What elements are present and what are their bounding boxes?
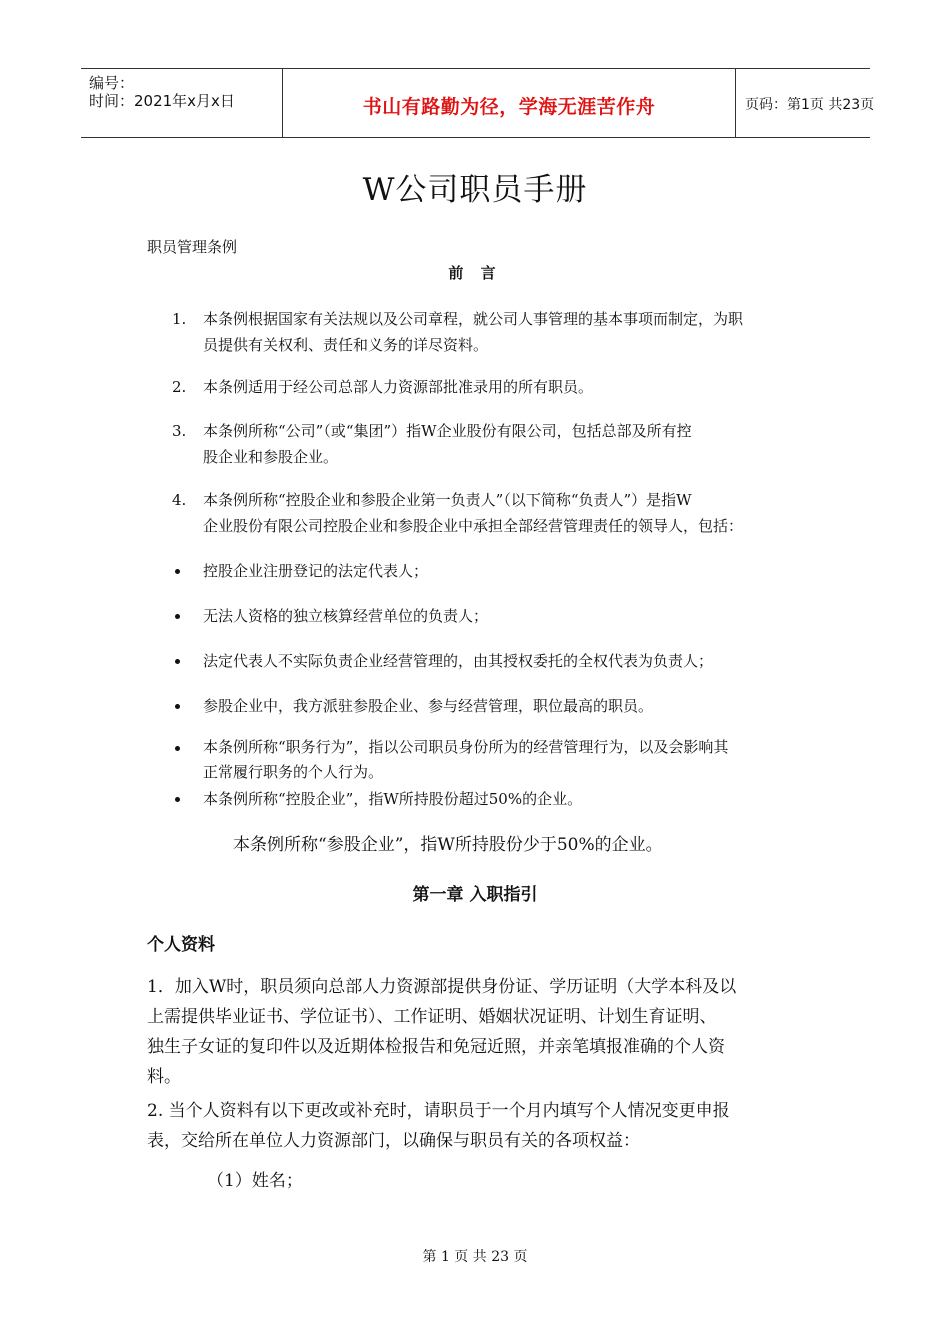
page-info: 页码：第1页 共23页 [745,97,875,113]
item-number: 1. [172,310,187,328]
bullet-item [203,558,428,584]
body-line: 上需提供毕业证书、学位证书）、工作证明、婚姻状况证明、计划生育证明、 [147,1007,717,1027]
numbered-item-line: 本条例适用于经公司总部人力资源部批准录用的所有职员。 [203,378,594,396]
chapter-heading: 第一章 入职指引 [412,885,538,905]
list-item: （1）姓名； [207,1171,303,1191]
bullet-dot [175,704,180,709]
bullet-dot [175,569,180,574]
header-cell-page [735,69,875,137]
subtitle: 职员管理条例 [147,238,238,256]
bullet-dot [175,797,180,802]
body-line: 料。 [147,1067,181,1087]
bullet-line: 控股企业注册登记的法定代表人； [203,562,429,580]
document-date: 时间：2021年x月x日 [89,92,235,110]
bullet-item [203,603,488,629]
numbered-item-line: 员提供有关权利、责任和义务的详尽资料。 [203,336,489,354]
document-number-label: 编号： [89,74,135,92]
item-number: 2. [172,378,187,396]
preface-heading: 前 言 [448,264,502,282]
numbered-item-line: 本条例所称“控股企业和参股企业第一负责人”（以下简称“负责人”）是指W [203,491,692,509]
bullet-item [203,735,728,785]
document-title: W公司职员手册 [362,172,588,208]
bullet-item [203,648,713,674]
bullet-dot [175,746,180,751]
numbered-item [203,374,593,400]
body-line: 1．加入W时，职员须向总部人力资源部提供身份证、学历证明（大学本科及以 [147,977,737,997]
bullet-line: 无法人资格的独立核算经营单位的负责人； [203,607,489,625]
standalone-paragraph: 本条例所称“参股企业”，指W所持股份少于50%的企业。 [233,835,663,855]
bullet-dot [175,614,180,619]
numbered-item [203,487,743,539]
body-paragraph [147,972,736,1092]
body-line: 表，交给所在单位人力资源部门，以确保与职员有关的各项权益： [147,1131,640,1151]
header-cell-motto [282,69,736,137]
bullet-item [203,786,582,812]
numbered-item-line: 本条例根据国家有关法规以及公司章程，就公司人事管理的基本事项而制定，为职 [203,310,744,328]
item-number: 3. [172,422,187,440]
bullet-dot [175,659,180,664]
body-paragraph [147,1096,730,1156]
bullet-line: 本条例所称“控股企业”，指W所持股份超过50%的企业。 [203,790,583,808]
numbered-item-line: 股企业和参股企业。 [203,448,339,466]
bullet-line: 本条例所称“职务行为”，指以公司职员身份所为的经营管理行为，以及会影响其 [203,738,729,756]
numbered-item-line: 本条例所称“公司”（或“集团”）指W企业股份有限公司，包括总部及所有控 [203,422,692,440]
header-cell-meta [81,69,282,137]
header-table [81,68,875,138]
page-footer: 第 1 页 共 23 页 [422,1249,528,1265]
bullet-item [203,693,653,719]
bullet-line: 参股企业中，我方派驻参股企业、参与经营管理，职位最高的职员。 [203,697,654,715]
numbered-item [203,306,743,358]
numbered-item-line: 企业股份有限公司控股企业和参股企业中承担全部经营管理责任的领导人，包括： [203,517,744,535]
item-number: 4. [172,491,187,509]
bullet-line: 正常履行职务的个人行为。 [203,763,384,781]
body-line: 独生子女证的复印件以及近期体检报告和免冠近照，并亲笔填报准确的个人资 [147,1037,725,1057]
section-heading: 个人资料 [147,935,215,955]
motto: 书山有路勤为径，学海无涯苦作舟 [362,96,656,118]
body-line: 2. 当个人资料有以下更改或补充时，请职员于一个月内填写个人情况变更申报 [147,1101,730,1121]
bullet-line: 法定代表人不实际负责企业经营管理的，由其授权委托的全权代表为负责人； [203,652,714,670]
numbered-item [203,418,692,470]
